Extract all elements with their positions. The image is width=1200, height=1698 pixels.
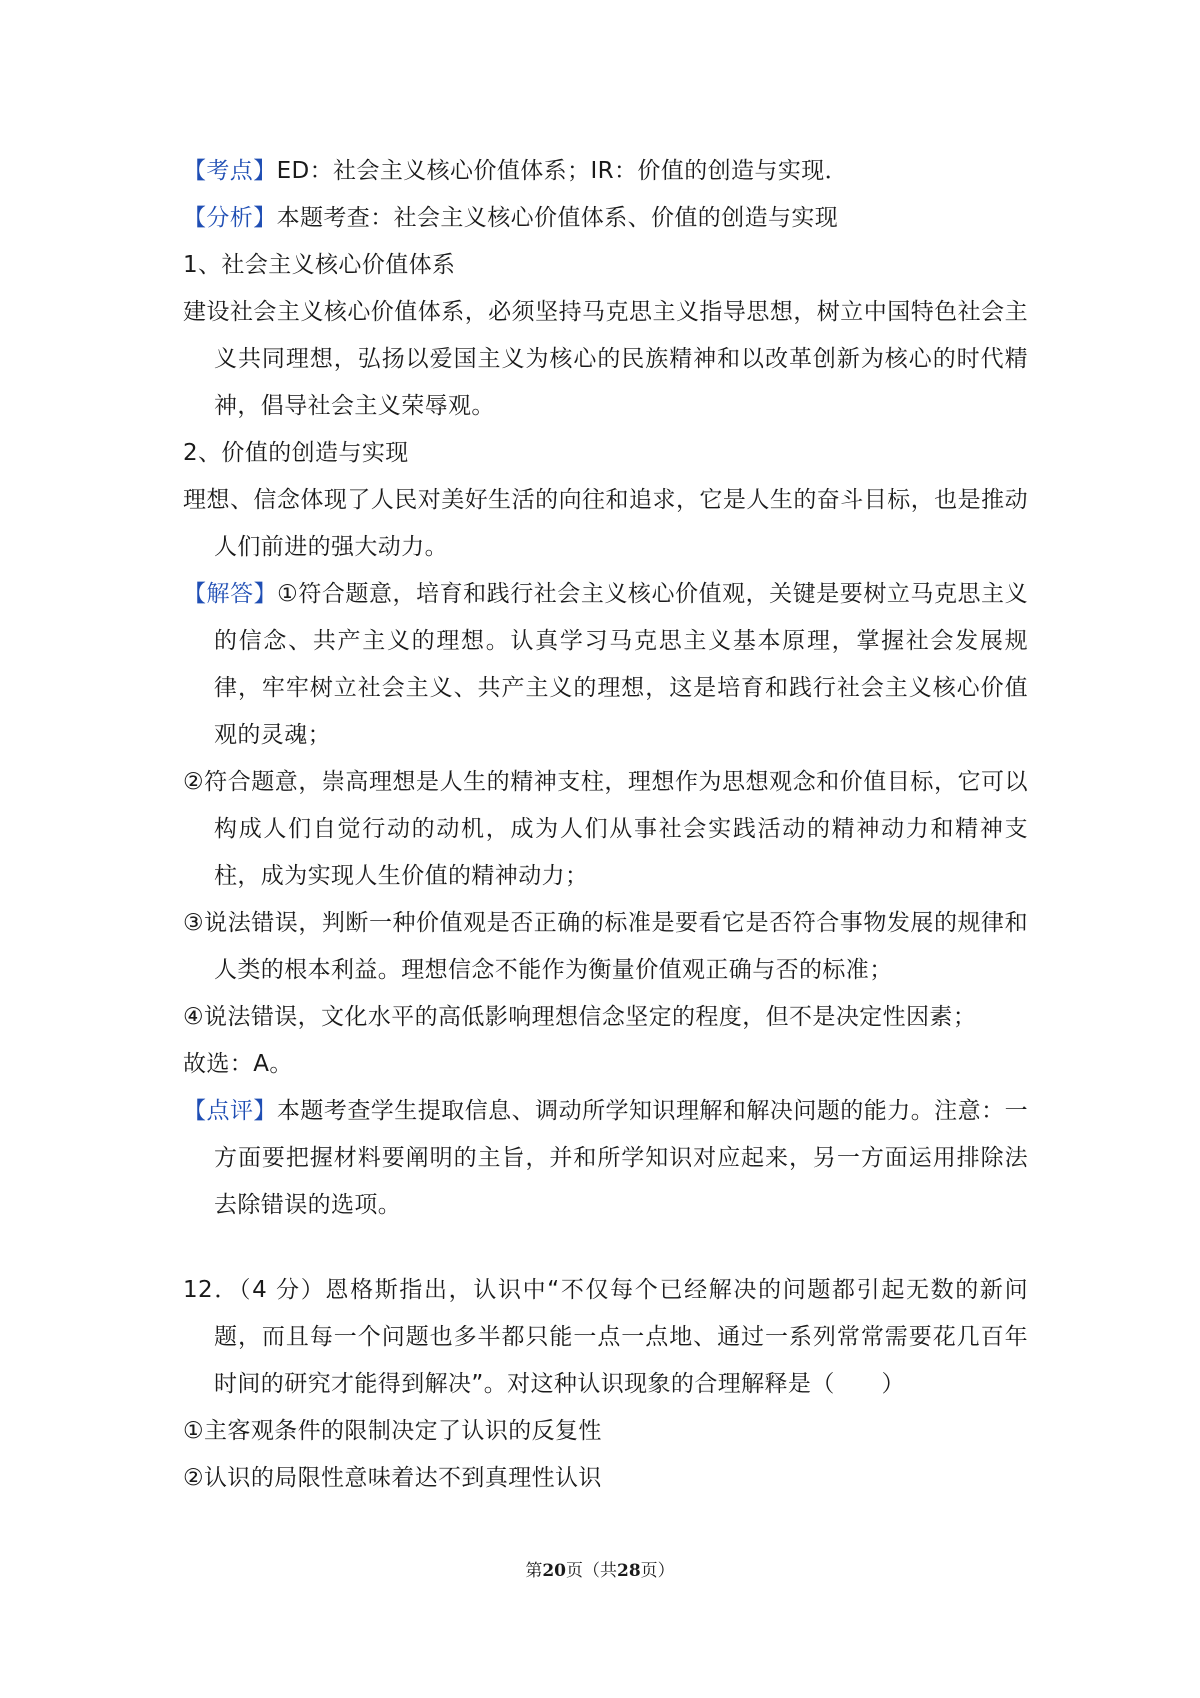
- answer-3: ③说法错误，判断一种价值观是否正确的标准是要看它是否符合事物发展的规律和人类的根本利益。理想信念不能作为衡量价值观正确与否的标准；: [183, 910, 1028, 983]
- point1-title: 1、社会主义核心价值体系: [183, 252, 456, 278]
- answer-choice: 故选：A。: [183, 1051, 293, 1077]
- fenxi-paragraph: [183, 195, 1028, 242]
- fenxi-tag: 【分析】: [183, 205, 277, 231]
- jieda-tag: 【解答】: [183, 581, 278, 607]
- jieda-paragraph: [183, 571, 1028, 759]
- jieda-text: ①符合题意，培育和践行社会主义核心价值观，关键是要树立马克思主义的信念、共产主义的理想。认真学习马克思主义基本原理，掌握社会发展规律，牢牢树立社会主义、共产主义的理想，这是培育和践行社会主义核心价值观的灵魂；: [214, 581, 1028, 748]
- dianping-tag: 【点评】: [183, 1098, 277, 1124]
- footer-prefix: 第: [525, 1561, 543, 1581]
- page-footer: [0, 1556, 1200, 1581]
- dianping-text: 本题考查学生提取信息、调动所学知识理解和解决问题的能力。注意：一方面要把握材料要阐明的主旨，并和所学知识对应起来，另一方面运用排除法去除错误的选项。: [214, 1098, 1028, 1218]
- fenxi-text: 本题考查：社会主义核心价值体系、价值的创造与实现: [276, 205, 839, 231]
- answer-4: ④说法错误，文化水平的高低影响理想信念坚定的程度，但不是决定性因素；: [183, 1004, 977, 1030]
- footer-suffix: 页）: [640, 1561, 675, 1581]
- section-gap: [183, 1229, 1028, 1267]
- question12-stem: 12．（4 分）恩格斯指出，认识中“不仅每个已经解决的问题都引起无数的新问题，而且每一个问题也多半都只能一点一点地、通过一系列常常需要花几百年时间的研究才能得到解决”。对这种认识现象的合理解释是（ ）: [183, 1277, 1028, 1397]
- question12-option1: ①主客观条件的限制决定了认识的反复性: [183, 1418, 602, 1444]
- point2-text: 理想、信念体现了人民对美好生活的向往和追求，它是人生的奋斗目标，也是推动人们前进的强大动力。: [183, 487, 1028, 560]
- answer-2: ②符合题意，崇高理想是人生的精神支柱，理想作为思想观念和价值目标，它可以构成人们自觉行动的动机，成为人们从事社会实践活动的精神动力和精神支柱，成为实现人生价值的精神动力；: [183, 769, 1028, 889]
- point1-text: 建设社会主义核心价值体系，必须坚持马克思主义指导思想，树立中国特色社会主义共同理想，弘扬以爱国主义为核心的民族精神和以改革创新为核心的时代精神，倡导社会主义荣辱观。: [183, 299, 1028, 419]
- point2-title: 2、价值的创造与实现: [183, 440, 409, 466]
- kaodian-paragraph: [183, 148, 1028, 195]
- kaodian-text: ED：社会主义核心价值体系；IR：价值的创造与实现．: [276, 158, 849, 184]
- question12-option2: ②认识的局限性意味着达不到真理性认识: [183, 1465, 602, 1491]
- footer-total-pages: 28: [617, 1561, 641, 1581]
- footer-middle: 页（共: [566, 1561, 617, 1581]
- dianping-paragraph: [183, 1088, 1028, 1229]
- footer-current-page: 20: [542, 1561, 566, 1581]
- page-content: [183, 148, 1028, 1502]
- kaodian-tag: 【考点】: [183, 158, 277, 184]
